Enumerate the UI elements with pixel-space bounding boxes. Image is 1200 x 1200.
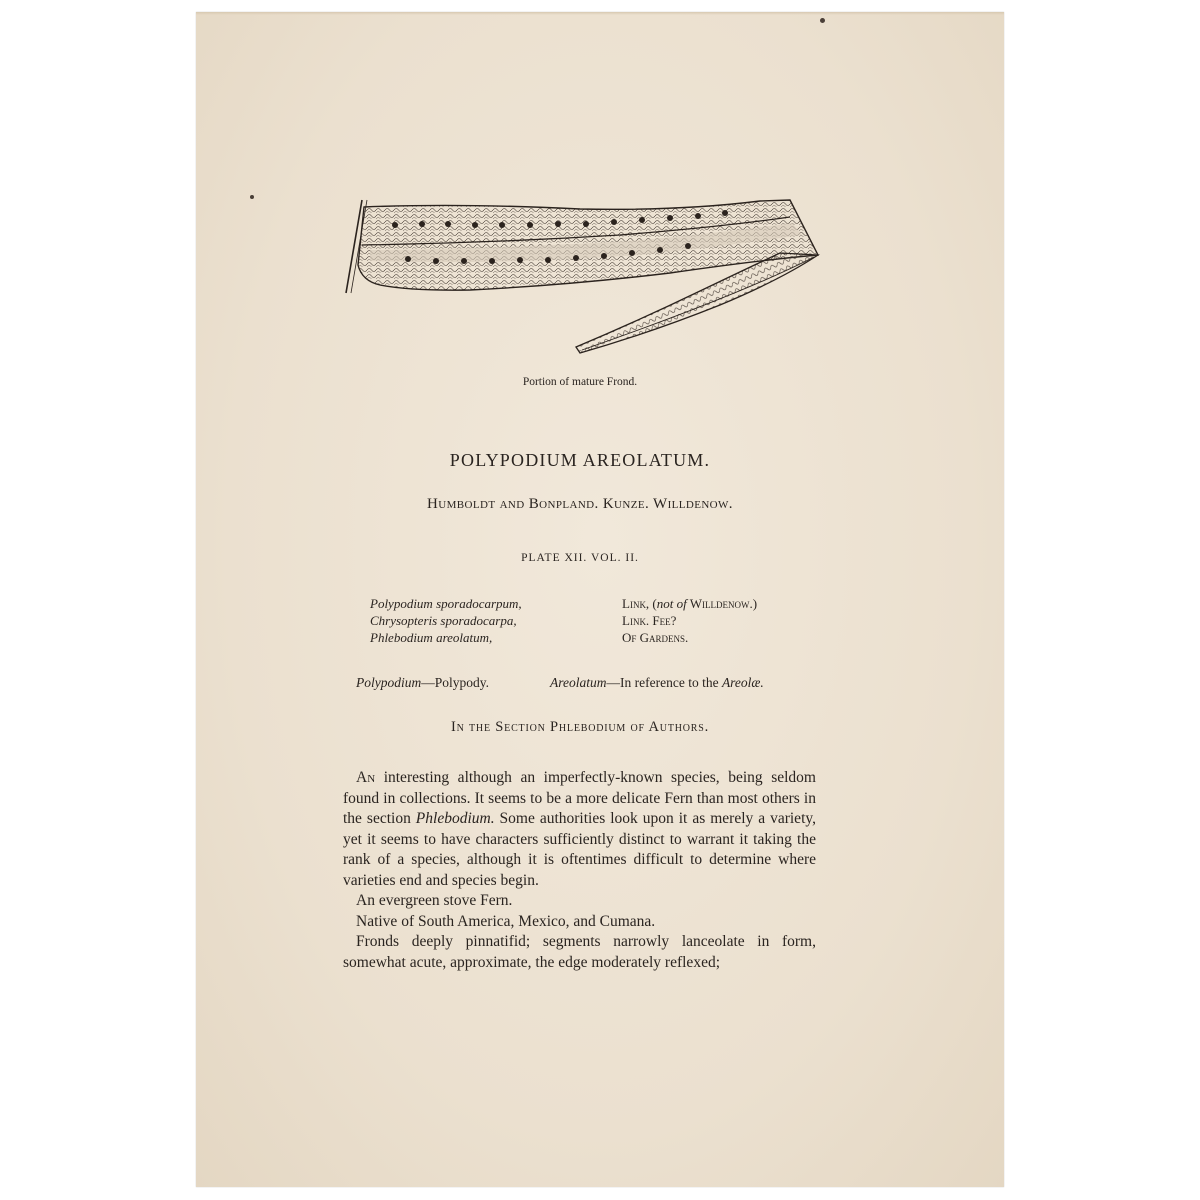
synonym-name: Chrysopteris sporadocarpa, xyxy=(370,613,517,628)
synonym-names xyxy=(370,595,522,646)
synonym-name: Phlebodium areolatum, xyxy=(370,630,493,645)
authorities-line: Humboldt and Bonpland. Kunze. Willdenow. xyxy=(427,496,733,512)
page-top-edge xyxy=(196,12,1004,15)
synonym-authority: Link. Fee? xyxy=(622,613,677,628)
synonym-authority: Of Gardens. xyxy=(622,630,689,645)
synonym-authorities xyxy=(622,595,757,646)
paragraph: An interesting although an imperfectly-known species, being seldom found in collections. It seems to be a more delicate Fern than most others in the section Phlebodium. Some authorities look upon it as merely a variety, yet it seems to have characters sufficiently distinct to warrant it taking the rank of a species, although it is oftentimes difficult to determine where varieties end and species begin. xyxy=(343,769,816,889)
ink-speck xyxy=(820,18,825,23)
synonym-authority: Link, (not of Willdenow.) xyxy=(622,596,758,611)
synonym-name: Polypodium sporadocarpum, xyxy=(370,596,522,611)
ink-speck xyxy=(250,195,254,199)
book-page xyxy=(196,12,1004,1187)
paragraph: Native of South America, Mexico, and Cumana. xyxy=(356,912,656,930)
plate-reference: PLATE XII. VOL. II. xyxy=(521,552,639,564)
species-title: POLYPODIUM AREOLATUM. xyxy=(449,450,711,470)
section-heading: In the Section Phlebodium of Authors. xyxy=(450,719,710,735)
paragraph: Fronds deeply pinnatifid; segments narrowly lanceolate in form, somewhat acute, approximate, the edge moderately reflexed; xyxy=(343,933,816,971)
paragraph: An evergreen stove Fern. xyxy=(356,892,513,909)
description-body xyxy=(343,768,816,973)
etymology-genus: Polypodium—Polypody. xyxy=(356,675,490,690)
figure-caption: Portion of mature Frond. xyxy=(522,376,638,388)
fern-frond-engraving xyxy=(340,195,825,360)
etymology-species: Areolatum—In reference to the Areolæ. xyxy=(550,675,764,690)
